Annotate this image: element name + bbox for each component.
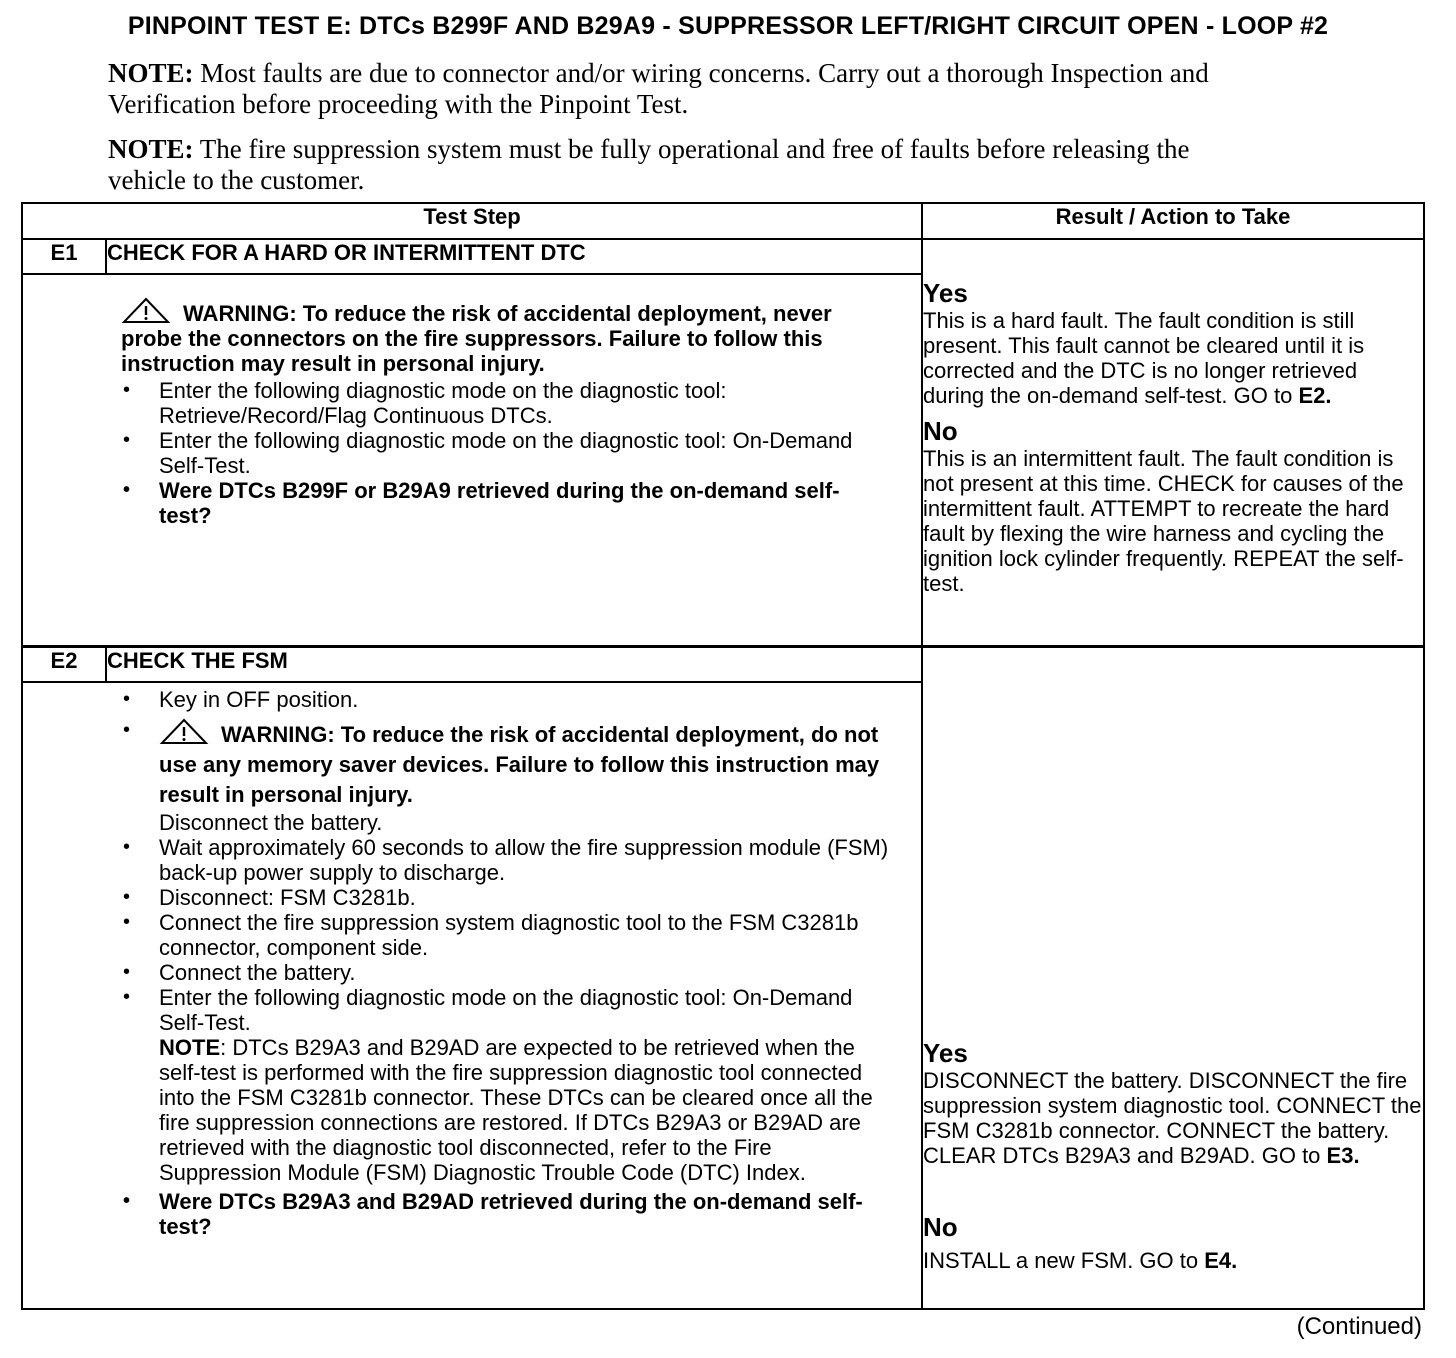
e2-bullet-2: • Disconnect: FSM C3281b.: [121, 885, 891, 910]
e2-yes-text: DISCONNECT the battery. DISCONNECT the fire suppression system diagnostic tool. CONNECT the FSM C3281b connector. CONNECT the battery. CLEAR DTCs B29A3 and B29AD. GO to E3.: [923, 1067, 1422, 1168]
step-e1-body: [22, 274, 922, 646]
e2-bullet-5: • Enter the following diagnostic mode on the diagnostic tool: On-Demand Self-Test. NOTE: DTCs B29A3 and B29AD are expected to be retrieved when the self-test is performed with the fire suppression diagnostic tool connected into the FSM C3281b connector. These DTCs can be cleared once all the fire suppression connections are restored. If DTCs B29A3 or B29AD are retrieved with the diagnostic tool disconnected, refer to the Fire Suppression Module (FSM) Diagnostic Trouble Code (DTC) Index.: [121, 985, 891, 1185]
e2-after-warning: Disconnect the battery.: [159, 809, 383, 835]
step-e1-id: E1: [22, 239, 106, 274]
note-2-label: NOTE:: [108, 134, 194, 164]
table-header-row: [22, 203, 1424, 239]
note-1-label: NOTE:: [108, 58, 194, 88]
e2-bullet-1: • Wait approximately 60 seconds to allow the fire suppression module (FSM) back-up power supply to discharge.: [121, 835, 891, 885]
e2-no-text: INSTALL a new FSM. GO to E4.: [923, 1247, 1238, 1273]
note-1: [108, 58, 1248, 120]
warning-triangle-icon: [121, 297, 171, 325]
e2-note-text: : DTCs B29A3 and B29AD are expected to be retrieved when the self-test is performed with the fire suppression diagnostic tool connected into the FSM C3281b connector. These DTCs can be cleared once all the fire suppression connections are restored. If DTCs B29A3 or B29AD are retrieved with the diagnostic tool disconnected, refer to the Fire Suppression Module (FSM) Diagnostic Trouble Code (DTC) Index.: [159, 1034, 873, 1185]
e2-note: [159, 1035, 891, 1185]
e2-bullet-4: • Connect the battery.: [121, 960, 891, 985]
warning-triangle-icon: [159, 718, 209, 746]
e2-warning-item: [121, 718, 891, 835]
e2-note-label: NOTE: [159, 1034, 221, 1060]
step-e2-id: E2: [22, 646, 106, 682]
e1-yes-goto: E2.: [1298, 383, 1332, 408]
note-2: [108, 134, 1248, 196]
e1-bullet-1: • Enter the following diagnostic mode on the diagnostic tool: Retrieve/Record/Flag Continuous DTCs.: [121, 378, 891, 428]
step-e2-title-row: [22, 646, 1424, 682]
header-test-step: Test Step: [22, 203, 922, 239]
step-e1-result: [922, 239, 1424, 646]
step-e1-title-row: [22, 239, 1424, 274]
e1-no-text: This is an intermittent fault. The fault condition is not present at this time. CHECK for causes of the intermittent fault. ATTEMPT to recreate the hard fault by flexing the wire harness and cycling the ignition lock cylinder frequently. REPEAT the self-test.: [923, 446, 1404, 596]
pinpoint-table: [21, 202, 1425, 1310]
step-e2-result: [922, 646, 1424, 1309]
e2-bullet-3: • Connect the fire suppression system diagnostic tool to the FSM C3281b connector, component side.: [121, 910, 891, 960]
step-e2-body: [22, 682, 922, 1310]
page-title: PINPOINT TEST E: DTCs B299F AND B29A9 - SUPPRESSOR LEFT/RIGHT CIRCUIT OPEN - LOOP #2: [127, 12, 1329, 40]
e2-bullet-key-off: • Key in OFF position.: [121, 687, 891, 712]
e1-no-label: No: [923, 416, 958, 446]
e2-yes-goto: E3.: [1326, 1142, 1360, 1168]
e1-bullet-2: • Enter the following diagnostic mode on the diagnostic tool: On-Demand Self-Test.: [121, 428, 891, 478]
e2-no-goto: E4.: [1204, 1247, 1238, 1273]
e2-yes-label: Yes: [923, 1037, 968, 1068]
e1-yes-text: This is a hard fault. The fault condition is still present. This fault cannot be cleared until it is corrected and the DTC is no longer retrieved during the on-demand self-test. GO to E2.: [923, 308, 1365, 408]
continued-label: (Continued): [1296, 1313, 1422, 1340]
e1-yes-label: Yes: [923, 278, 968, 308]
note-2-text: The fire suppression system must be fully operational and free of faults before releasing the vehicle to the customer.: [108, 134, 1190, 195]
e2-question: • Were DTCs B29A3 and B29AD retrieved during the on-demand self-test?: [121, 1189, 891, 1239]
e2-no-label: No: [923, 1211, 958, 1242]
step-e2-title: CHECK THE FSM: [106, 646, 922, 682]
e1-warning: WARNING: To reduce the risk of accidental deployment, never probe the connectors on the fire suppressors. Failure to follow this instruction may result in personal injury.: [121, 297, 891, 376]
note-1-text: Most faults are due to connector and/or wiring concerns. Carry out a thorough Inspection and Verification before proceeding with the Pinpoint Test.: [108, 58, 1209, 119]
header-result: Result / Action to Take: [922, 203, 1424, 239]
step-e1-title: CHECK FOR A HARD OR INTERMITTENT DTC: [106, 239, 922, 274]
e2-warning: • WARNING: To reduce the risk of accidental deployment, do not use any memory saver devices. Failure to follow this instruction may result in personal injury.: [159, 718, 891, 810]
e1-question: • Were DTCs B299F or B29A9 retrieved during the on-demand self-test?: [121, 478, 891, 528]
